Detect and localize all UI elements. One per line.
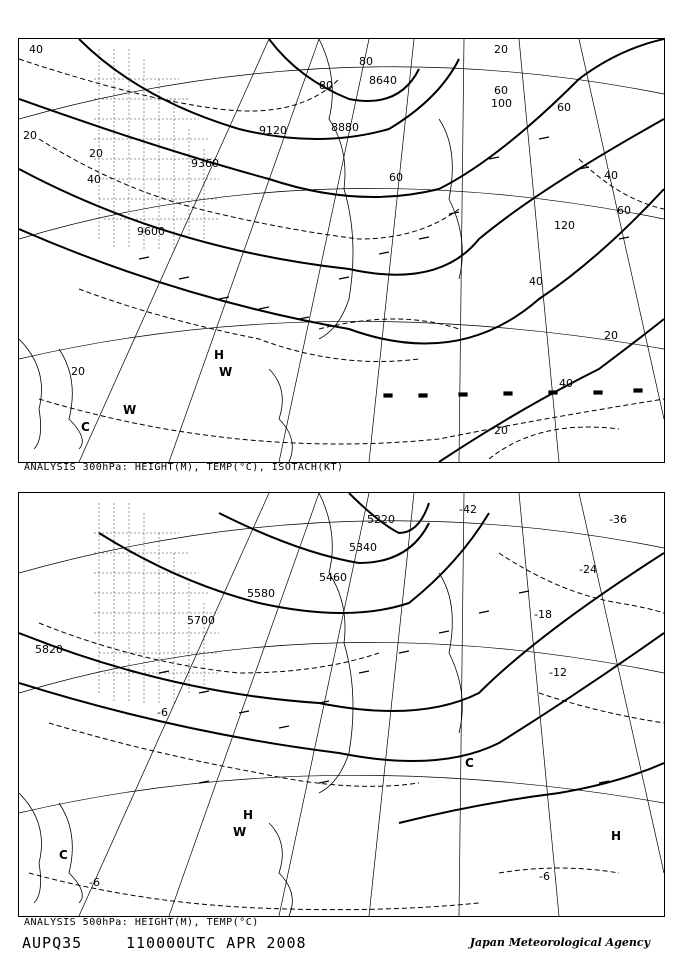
- panel-caption-500hpa: ANALYSIS 500hPa: HEIGHT(M), TEMP(°C): [24, 917, 259, 928]
- label-isotach: 20: [71, 365, 85, 378]
- label-isotherm: -6: [539, 870, 550, 883]
- label-isotach: 60: [494, 84, 508, 97]
- label-isotach: 40: [529, 275, 543, 288]
- map-300hpa-canvas: [19, 39, 664, 462]
- cold-center: C: [59, 848, 68, 862]
- label-isotherm: -24: [579, 563, 597, 576]
- label-height: 5340: [349, 541, 377, 554]
- label-isotach: 60: [389, 171, 403, 184]
- warm-center: W: [123, 403, 137, 417]
- valid-time: 110000UTC APR 2008: [126, 934, 307, 952]
- pressure-centers: [59, 756, 621, 862]
- terrain-grid: [94, 503, 219, 703]
- label-height: 9360: [191, 157, 219, 170]
- cold-center: C: [81, 420, 90, 434]
- warm-center: W: [219, 365, 233, 379]
- label-isotherm: -18: [534, 608, 552, 621]
- panel-caption-300hpa: ANALYSIS 300hPa: HEIGHT(M), TEMP(°C), ISOTACH(KT): [24, 462, 344, 473]
- label-height: 9600: [137, 225, 165, 238]
- label-isotach: 120: [554, 219, 575, 232]
- label-isotherm: -6: [157, 706, 168, 719]
- terrain-grid: [94, 49, 219, 249]
- label-height: 8640: [369, 74, 397, 87]
- label-height: 5580: [247, 587, 275, 600]
- label-isotach: 40: [87, 173, 101, 186]
- label-isotach: 40: [29, 43, 43, 56]
- label-isotherm: -36: [609, 513, 627, 526]
- label-isotach: 20: [23, 129, 37, 142]
- label-height: 5220: [367, 513, 395, 526]
- cold-center: C: [465, 756, 474, 770]
- map-500hpa-canvas: [19, 493, 664, 916]
- label-height: 5820: [35, 643, 63, 656]
- label-height: 5460: [319, 571, 347, 584]
- label-height: 5700: [187, 614, 215, 627]
- label-isotherm: -12: [549, 666, 567, 679]
- label-isotach: 40: [604, 169, 618, 182]
- label-isotach: 20: [89, 147, 103, 160]
- map-panel-300hpa: [18, 38, 665, 463]
- label-isotach: 60: [557, 101, 571, 114]
- label-isotach: 20: [604, 329, 618, 342]
- label-isotach: 60: [617, 204, 631, 217]
- pressure-centers: [81, 348, 232, 434]
- label-isotach: 80: [359, 55, 373, 68]
- label-height: 8880: [331, 121, 359, 134]
- label-isotach: 80: [319, 79, 333, 92]
- height-contours: [19, 493, 664, 823]
- isotherms: [29, 553, 664, 910]
- label-height: 9120: [259, 124, 287, 137]
- label-isotach: 20: [494, 424, 508, 437]
- agency-name: Japan Meteorological Agency: [469, 936, 650, 949]
- warm-center: W: [233, 825, 247, 839]
- map-panel-500hpa: [18, 492, 665, 917]
- chart-code: AUPQ35: [22, 934, 83, 952]
- label-isotherm: -42: [459, 503, 477, 516]
- high-pressure-center: H: [243, 808, 254, 822]
- high-pressure-center: H: [611, 829, 622, 843]
- high-pressure-center: H: [214, 348, 225, 362]
- label-isotach: 100: [491, 97, 512, 110]
- label-isotach: 40: [559, 377, 573, 390]
- graticule: [19, 493, 664, 916]
- label-isotach: 20: [494, 43, 508, 56]
- label-isotherm: -6: [89, 876, 100, 889]
